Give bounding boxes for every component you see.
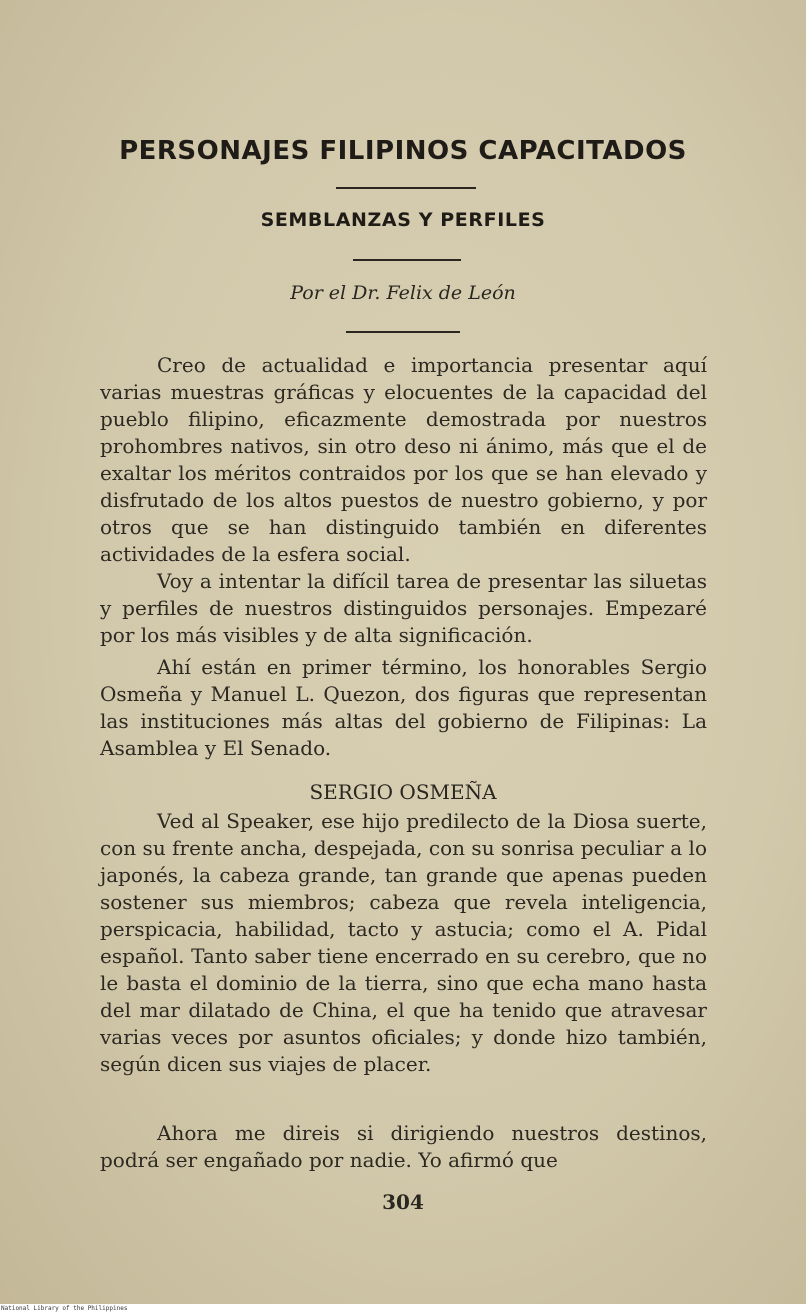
paragraph [100,352,707,568]
paragraph-text: Ahí están en primer término, los honorables Sergio Osmeña y Manuel L. Quezon, dos figuras que representan las instituciones más altas del gobierno de Filipinas: La Asamblea y El Senado. [100,655,707,760]
paragraph [100,654,707,762]
author-line: Por el Dr. Felix de León [290,282,516,304]
paragraph-text: Ahora me direis si dirigiendo nuestros destinos, podrá ser engañado por nadie. Yo afirmó que [100,1121,707,1172]
paragraph-text: Creo de actualidad e importancia presentar aquí varias muestras gráficas y elocuentes de la capacidad del pueblo filipino, eficazmente demostrada por nuestros prohombres nativos, sin otro deso ni ánimo, más que el de exaltar los méritos contraidos por los que se han elevado y disfrutado de los altos puestos de nuestro gobierno, y por otros que se han distinguido también en diferentes actividades de la esfera social. [100,353,707,566]
divider-rule [336,187,476,189]
paragraph [100,808,707,1078]
paragraph-text: Voy a intentar la difícil tarea de presentar las siluetas y perfiles de nuestros distinguidos personajes. Empezaré por los más visibles y de alta significación. [100,569,707,647]
paragraph-text: Ved al Speaker, ese hijo predilecto de la Diosa suerte, con su frente ancha, despejada, con su sonrisa peculiar a lo japonés, la cabeza grande, tan grande que apenas pueden sostener sus miembros; cabeza que revela inteligencia, perspicacia, habilidad, tacto y astucia; como el A. Pidal español. Tanto saber tiene encerrado en su cerebro, que no le basta el dominio de la tierra, sino que echa mano hasta del mar dilatado de China, el que ha tenido que atravesar varias veces por asuntos oficiales; y donde hizo también, según dicen sus viajes de placer. [100,809,707,1076]
page-subtitle: SEMBLANZAS Y PERFILES [260,209,546,231]
section-heading: SERGIO OSMEÑA [309,780,497,804]
paragraph [100,1120,707,1174]
page-title: PERSONAJES FILIPINOS CAPACITADOS [119,136,687,166]
paragraph [100,568,707,649]
divider-rule [353,259,461,261]
divider-rule [346,331,460,333]
page-number: 304 [382,1190,424,1214]
footer-credit: National Library of the Philippines [0,1304,806,1313]
